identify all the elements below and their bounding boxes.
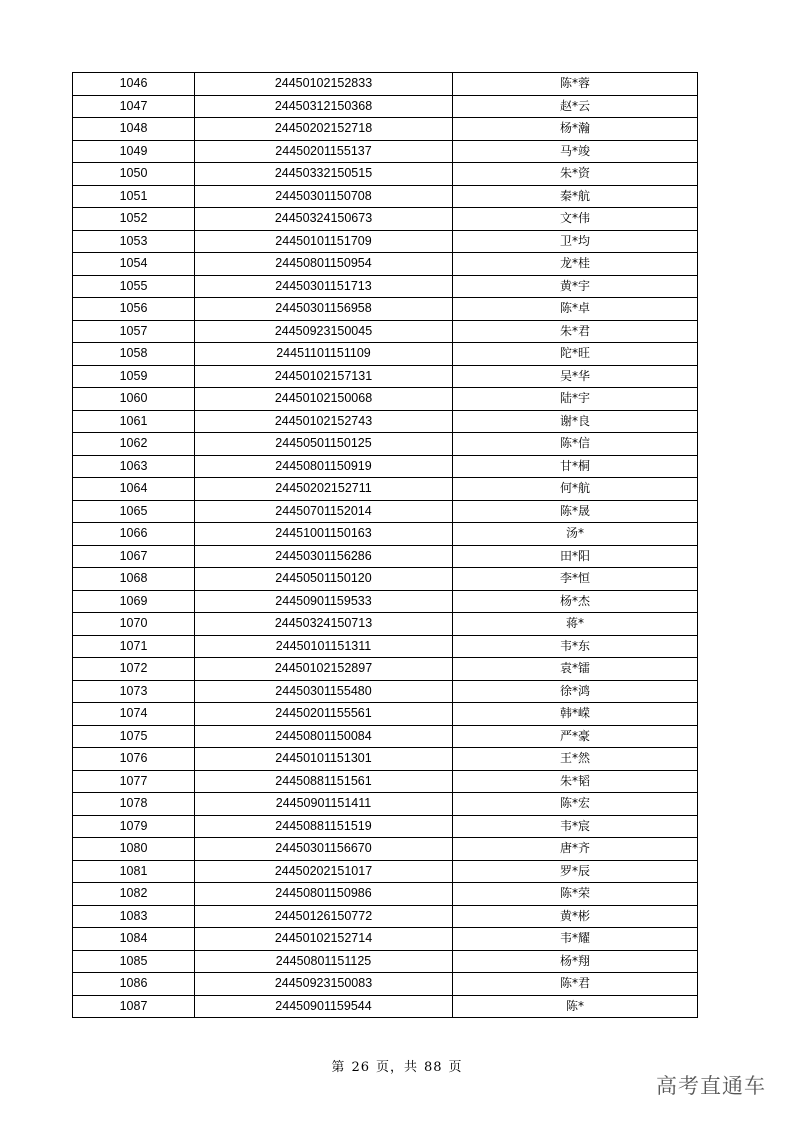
exam-id-cell: 24451001150163 — [195, 523, 453, 546]
student-name-cell: 秦*航 — [453, 185, 698, 208]
row-number-cell: 1075 — [73, 725, 195, 748]
row-number-cell: 1073 — [73, 680, 195, 703]
exam-id-cell: 24450102152743 — [195, 410, 453, 433]
row-number-cell: 1052 — [73, 208, 195, 231]
table-row — [73, 95, 698, 118]
exam-id-cell: 24450101151311 — [195, 635, 453, 658]
row-number-cell: 1080 — [73, 838, 195, 861]
student-name-cell: 陈*蓉 — [453, 73, 698, 96]
row-number-cell: 1068 — [73, 568, 195, 591]
student-name-cell: 卫*均 — [453, 230, 698, 253]
table-row — [73, 208, 698, 231]
row-number-cell: 1048 — [73, 118, 195, 141]
exam-id-cell: 24450701152014 — [195, 500, 453, 523]
table-row — [73, 388, 698, 411]
row-number-cell: 1055 — [73, 275, 195, 298]
row-number-cell: 1054 — [73, 253, 195, 276]
row-number-cell: 1050 — [73, 163, 195, 186]
footer-prefix: 第 — [331, 1060, 346, 1075]
row-number-cell: 1087 — [73, 995, 195, 1018]
row-number-cell: 1084 — [73, 928, 195, 951]
footer-page-number: 26 — [351, 1060, 370, 1075]
row-number-cell: 1063 — [73, 455, 195, 478]
row-number-cell: 1057 — [73, 320, 195, 343]
exam-id-cell: 24450102152714 — [195, 928, 453, 951]
exam-id-cell: 24450901159533 — [195, 590, 453, 613]
student-name-cell: 何*航 — [453, 478, 698, 501]
row-number-cell: 1083 — [73, 905, 195, 928]
exam-id-cell: 24450923150083 — [195, 973, 453, 996]
row-number-cell: 1085 — [73, 950, 195, 973]
record-table-body — [73, 73, 698, 1018]
row-number-cell: 1065 — [73, 500, 195, 523]
exam-id-cell: 24450881151561 — [195, 770, 453, 793]
row-number-cell: 1076 — [73, 748, 195, 771]
table-row — [73, 163, 698, 186]
row-number-cell: 1059 — [73, 365, 195, 388]
exam-id-cell: 24450501150125 — [195, 433, 453, 456]
table-row — [73, 703, 698, 726]
exam-id-cell: 24450301156670 — [195, 838, 453, 861]
table-row — [73, 275, 698, 298]
student-name-cell: 陈*晟 — [453, 500, 698, 523]
exam-id-cell: 24450332150515 — [195, 163, 453, 186]
exam-id-cell: 24450901151411 — [195, 793, 453, 816]
table-row — [73, 860, 698, 883]
table-row — [73, 320, 698, 343]
exam-id-cell: 24450801150986 — [195, 883, 453, 906]
row-number-cell: 1061 — [73, 410, 195, 433]
table-row — [73, 950, 698, 973]
table-row — [73, 343, 698, 366]
exam-id-cell: 24450312150368 — [195, 95, 453, 118]
table-row — [73, 298, 698, 321]
table-row — [73, 590, 698, 613]
exam-id-cell: 24450102157131 — [195, 365, 453, 388]
row-number-cell: 1066 — [73, 523, 195, 546]
table-row — [73, 568, 698, 591]
student-name-cell: 赵*云 — [453, 95, 698, 118]
table-row — [73, 73, 698, 96]
student-name-cell: 黄*彬 — [453, 905, 698, 928]
student-name-cell: 陈*荣 — [453, 883, 698, 906]
row-number-cell: 1081 — [73, 860, 195, 883]
student-name-cell: 唐*齐 — [453, 838, 698, 861]
exam-id-cell: 24450101151709 — [195, 230, 453, 253]
table-row — [73, 410, 698, 433]
row-number-cell: 1077 — [73, 770, 195, 793]
exam-id-cell: 24450102152833 — [195, 73, 453, 96]
table-row — [73, 725, 698, 748]
student-name-cell: 韦*宸 — [453, 815, 698, 838]
row-number-cell: 1074 — [73, 703, 195, 726]
student-name-cell: 陈*卓 — [453, 298, 698, 321]
exam-id-cell: 24451101151109 — [195, 343, 453, 366]
row-number-cell: 1060 — [73, 388, 195, 411]
exam-id-cell: 24450101151301 — [195, 748, 453, 771]
exam-id-cell: 24450801150954 — [195, 253, 453, 276]
exam-id-cell: 24450801151125 — [195, 950, 453, 973]
student-name-cell: 袁*镭 — [453, 658, 698, 681]
student-name-cell: 陀*旺 — [453, 343, 698, 366]
student-name-cell: 韦*耀 — [453, 928, 698, 951]
table-row — [73, 680, 698, 703]
row-number-cell: 1086 — [73, 973, 195, 996]
row-number-cell: 1046 — [73, 73, 195, 96]
table-row — [73, 928, 698, 951]
exam-id-cell: 24450301150708 — [195, 185, 453, 208]
exam-id-cell: 24450801150084 — [195, 725, 453, 748]
student-name-cell: 罗*辰 — [453, 860, 698, 883]
student-name-cell: 汤* — [453, 523, 698, 546]
exam-id-cell: 24450202152718 — [195, 118, 453, 141]
record-table — [72, 72, 698, 1018]
student-name-cell: 韦*东 — [453, 635, 698, 658]
row-number-cell: 1067 — [73, 545, 195, 568]
student-name-cell: 蒋* — [453, 613, 698, 636]
student-name-cell: 谢*良 — [453, 410, 698, 433]
row-number-cell: 1082 — [73, 883, 195, 906]
exam-id-cell: 24450126150772 — [195, 905, 453, 928]
row-number-cell: 1049 — [73, 140, 195, 163]
student-name-cell: 陈* — [453, 995, 698, 1018]
row-number-cell: 1064 — [73, 478, 195, 501]
table-row — [73, 635, 698, 658]
student-name-cell: 文*伟 — [453, 208, 698, 231]
student-name-cell: 马*竣 — [453, 140, 698, 163]
student-name-cell: 杨*瀚 — [453, 118, 698, 141]
student-name-cell: 严*豪 — [453, 725, 698, 748]
table-row — [73, 748, 698, 771]
student-name-cell: 徐*鸿 — [453, 680, 698, 703]
table-row — [73, 815, 698, 838]
exam-id-cell: 24450301155480 — [195, 680, 453, 703]
table-row — [73, 455, 698, 478]
row-number-cell: 1070 — [73, 613, 195, 636]
table-row — [73, 995, 698, 1018]
exam-id-cell: 24450901159544 — [195, 995, 453, 1018]
student-name-cell: 黄*宇 — [453, 275, 698, 298]
exam-id-cell: 24450301156286 — [195, 545, 453, 568]
row-number-cell: 1069 — [73, 590, 195, 613]
student-name-cell: 陈*君 — [453, 973, 698, 996]
exam-id-cell: 24450301151713 — [195, 275, 453, 298]
table-row — [73, 365, 698, 388]
table-row — [73, 793, 698, 816]
table-row — [73, 500, 698, 523]
exam-id-cell: 24450501150120 — [195, 568, 453, 591]
footer-middle: 页，共 — [375, 1060, 418, 1075]
exam-id-cell: 24450324150713 — [195, 613, 453, 636]
student-name-cell: 陆*宇 — [453, 388, 698, 411]
table-row — [73, 658, 698, 681]
row-number-cell: 1062 — [73, 433, 195, 456]
exam-id-cell: 24450202151017 — [195, 860, 453, 883]
student-name-cell: 陈*信 — [453, 433, 698, 456]
row-number-cell: 1047 — [73, 95, 195, 118]
row-number-cell: 1078 — [73, 793, 195, 816]
table-row — [73, 140, 698, 163]
student-name-cell: 朱*资 — [453, 163, 698, 186]
row-number-cell: 1058 — [73, 343, 195, 366]
student-name-cell: 朱*韬 — [453, 770, 698, 793]
table-row — [73, 905, 698, 928]
exam-id-cell: 24450923150045 — [195, 320, 453, 343]
table-row — [73, 478, 698, 501]
row-number-cell: 1051 — [73, 185, 195, 208]
table-row — [73, 523, 698, 546]
row-number-cell: 1079 — [73, 815, 195, 838]
row-number-cell: 1056 — [73, 298, 195, 321]
table-row — [73, 770, 698, 793]
table-row — [73, 973, 698, 996]
table-row — [73, 433, 698, 456]
student-name-cell: 田*阳 — [453, 545, 698, 568]
exam-id-cell: 24450201155137 — [195, 140, 453, 163]
exam-id-cell: 24450102150068 — [195, 388, 453, 411]
exam-id-cell: 24450881151519 — [195, 815, 453, 838]
student-name-cell: 杨*翔 — [453, 950, 698, 973]
student-name-cell: 龙*桂 — [453, 253, 698, 276]
row-number-cell: 1072 — [73, 658, 195, 681]
row-number-cell: 1053 — [73, 230, 195, 253]
student-name-cell: 杨*杰 — [453, 590, 698, 613]
student-name-cell: 李*恒 — [453, 568, 698, 591]
table-row — [73, 253, 698, 276]
watermark-text: 高考直通车 — [656, 1074, 766, 1098]
table-row — [73, 230, 698, 253]
footer-suffix: 页 — [448, 1060, 463, 1075]
student-name-cell: 吴*华 — [453, 365, 698, 388]
exam-id-cell: 24450201155561 — [195, 703, 453, 726]
row-number-cell: 1071 — [73, 635, 195, 658]
exam-id-cell: 24450301156958 — [195, 298, 453, 321]
student-name-cell: 朱*君 — [453, 320, 698, 343]
exam-id-cell: 24450102152897 — [195, 658, 453, 681]
table-row — [73, 613, 698, 636]
table-row — [73, 118, 698, 141]
table-row — [73, 545, 698, 568]
table-row — [73, 883, 698, 906]
student-name-cell: 甘*桐 — [453, 455, 698, 478]
exam-id-cell: 24450324150673 — [195, 208, 453, 231]
table-row — [73, 838, 698, 861]
table-row — [73, 185, 698, 208]
student-name-cell: 王*然 — [453, 748, 698, 771]
exam-id-cell: 24450801150919 — [195, 455, 453, 478]
footer-total-pages: 88 — [424, 1060, 443, 1075]
student-name-cell: 陈*宏 — [453, 793, 698, 816]
student-name-cell: 韩*嵘 — [453, 703, 698, 726]
exam-id-cell: 24450202152711 — [195, 478, 453, 501]
